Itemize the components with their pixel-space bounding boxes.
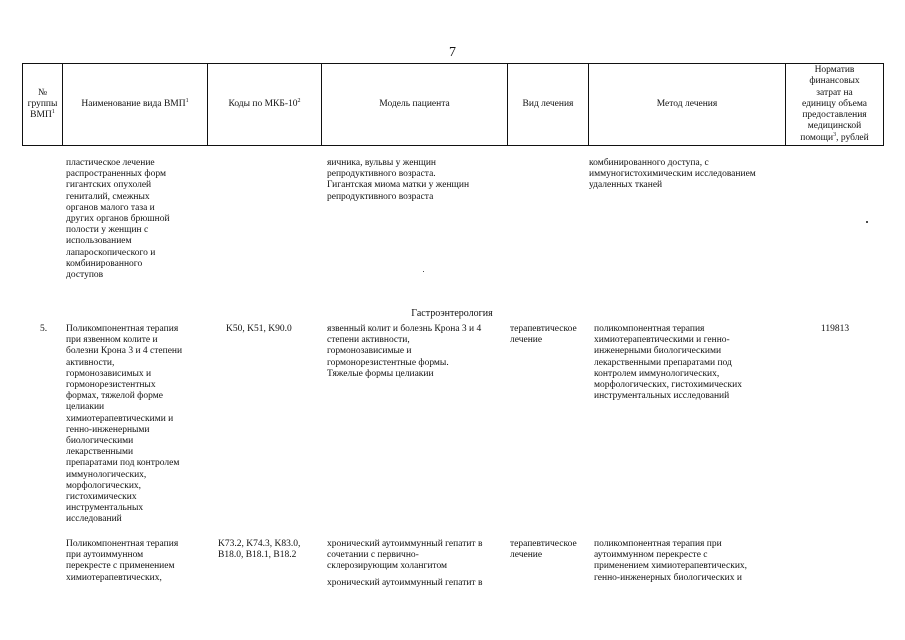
row6-treatment-type: терапевтическое лечение <box>510 539 577 561</box>
row6-model-b: хронический аутоиммунный гепатит в <box>327 578 483 588</box>
row5-norm: 119813 <box>820 324 850 334</box>
header-patient-model: Модель пациента <box>379 98 450 109</box>
row6-codes: K73.2, K74.3, K83.0, B18.0, B18.1, B18.2 <box>218 539 301 561</box>
header-group-number: № группы ВМП$^1$ <box>27 87 58 121</box>
cont-row-name: пластическое лечение распространенных форм гигантских опухолей гениталий, смежных органов малого таза и других органов брюшной полости у женщин с использованием лапароскопического и комбинированного доступов <box>66 158 170 281</box>
header-icd-codes: Коды по МКБ-$10^2$ <box>228 97 301 109</box>
stray-mark <box>423 271 424 272</box>
cont-row-model: яичника, вульвы у женщин репродуктивного возраста. Гигантская миома матки у женщин репродуктивного возраста <box>327 158 470 202</box>
header-bottom-rule <box>22 145 884 146</box>
cont-row-method: комбинированного доступа, с иммуногистохимическим исследованием удаленных тканей <box>589 158 756 191</box>
header-vmp-name: Наименование вида ВМП$^1$ <box>81 97 189 109</box>
row5-treatment-type: терапевтическое лечение <box>510 324 577 346</box>
row5-method: поликомпонентная терапия химиотерапевтическими и генно- инженерными биологическими лекарственными препаратами под контролем иммунологических, морфологических, гистохимических инструментальных исследований <box>594 324 742 402</box>
row5-name: Поликомпонентная терапия при язвенном колите и болезни Крона 3 и 4 степени активности, гормонозависимых и гормонорезистентных формах, тяжелой форме целиакии химиотерапевтическими и генно-инженерными биологическими лекарственными препаратами под контролем иммунологических, морфологических, гистохимических инструментальных исследований <box>66 324 183 525</box>
stray-mark <box>866 221 868 223</box>
row5-codes: K50, K51, K90.0 <box>226 324 292 334</box>
row6-model-a: хронический аутоиммунный гепатит в сочетании с первично- склерозирующим холангитом <box>327 539 483 572</box>
section-title: Гастроэнтерология <box>411 308 493 319</box>
header-treatment-method: Метод лечения <box>656 98 718 109</box>
row6-method: поликомпонентная терапия при аутоиммунном перекресте с применением химиотерапевтических, генно-инженерных биологических и <box>594 539 748 583</box>
header-border-right <box>883 63 884 146</box>
row5-model: язвенный колит и болезнь Крона 3 и 4 степени активности, гормонозависимые и гормонорезистентные формы. Тяжелые формы целиакии <box>327 324 482 379</box>
header-financial-norm: Норматив финансовых затрат на единицу объема предоставления медицинской помощи$^3$, рублей <box>800 65 869 143</box>
page-number: 7 <box>449 45 456 60</box>
row5-number: 5. <box>40 324 48 334</box>
header-treatment-type: Вид лечения <box>522 98 574 109</box>
row6-name: Поликомпонентная терапия при аутоиммунном перекресте с применением химиотерапевтических, <box>66 539 179 583</box>
